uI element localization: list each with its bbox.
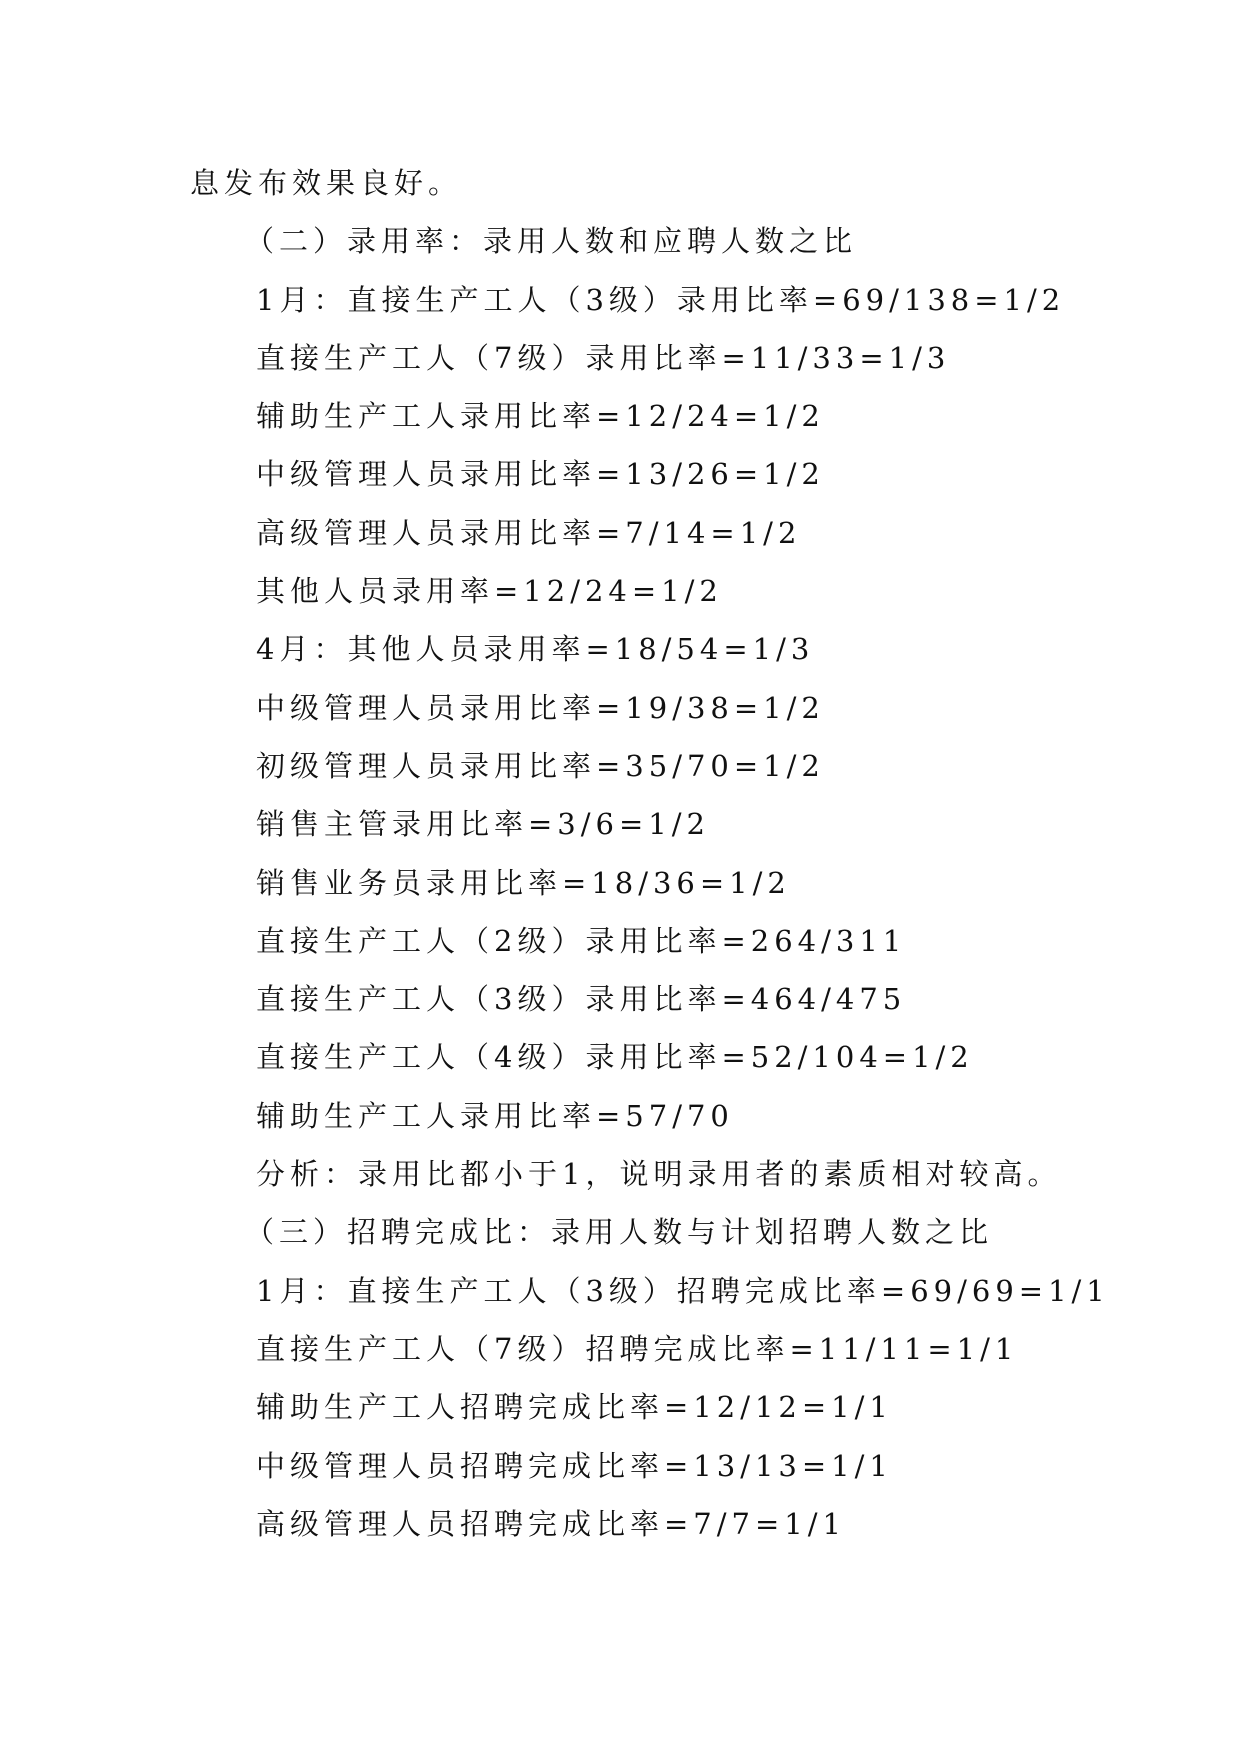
text-line: 高级管理人员录用比率=7/14=1/2 [256,515,802,550]
text-line: 初级管理人员录用比率=35/70=1/2 [256,748,825,783]
document-body [190,154,1110,1553]
text-line: 辅助生产工人招聘完成比率=12/12=1/1 [256,1390,893,1425]
paragraph-continuation: 息发布效果良好。 [190,166,463,200]
section-heading-hire-rate: （二）录用率：录用人数和应聘人数之比 [245,224,858,259]
text-line: 销售主管录用比率=3/6=1/2 [256,807,710,842]
section-heading-completion-rate: （三）招聘完成比：录用人数与计划招聘人数之比 [245,1215,994,1250]
text-line: 直接生产工人（2级）录用比率=264/311 [256,923,907,958]
text-line: 4月：其他人员录用率=18/54=1/3 [256,632,815,667]
text-line: 直接生产工人（4级）录用比率=52/104=1/2 [256,1040,974,1075]
text-line: 高级管理人员招聘完成比率=7/7=1/1 [256,1506,846,1541]
text-line: 直接生产工人（7级）招聘完成比率=11/11=1/1 [256,1331,1019,1366]
text-line: 中级管理人员招聘完成比率=13/13=1/1 [256,1448,893,1483]
text-line: 中级管理人员录用比率=13/26=1/2 [256,457,825,492]
text-line: 中级管理人员录用比率=19/38=1/2 [256,690,825,725]
text-line: 直接生产工人（3级）录用比率=464/475 [256,982,907,1017]
text-line: 辅助生产工人录用比率=57/70 [256,1098,734,1133]
text-line: 销售业务员录用比率=18/36=1/2 [256,865,791,900]
text-line: 1月：直接生产工人（3级）录用比率=69/138=1/2 [256,282,1066,317]
text-line: 辅助生产工人录用比率=12/24=1/2 [256,399,825,434]
analysis-line: 分析：录用比都小于1，说明录用者的素质相对较高。 [256,1157,1062,1192]
text-line: 其他人员录用率=12/24=1/2 [256,574,723,609]
text-line: 1月：直接生产工人（3级）招聘完成比率=69/69=1/1 [256,1273,1110,1308]
text-line: 直接生产工人（7级）录用比率=11/33=1/3 [256,340,951,375]
